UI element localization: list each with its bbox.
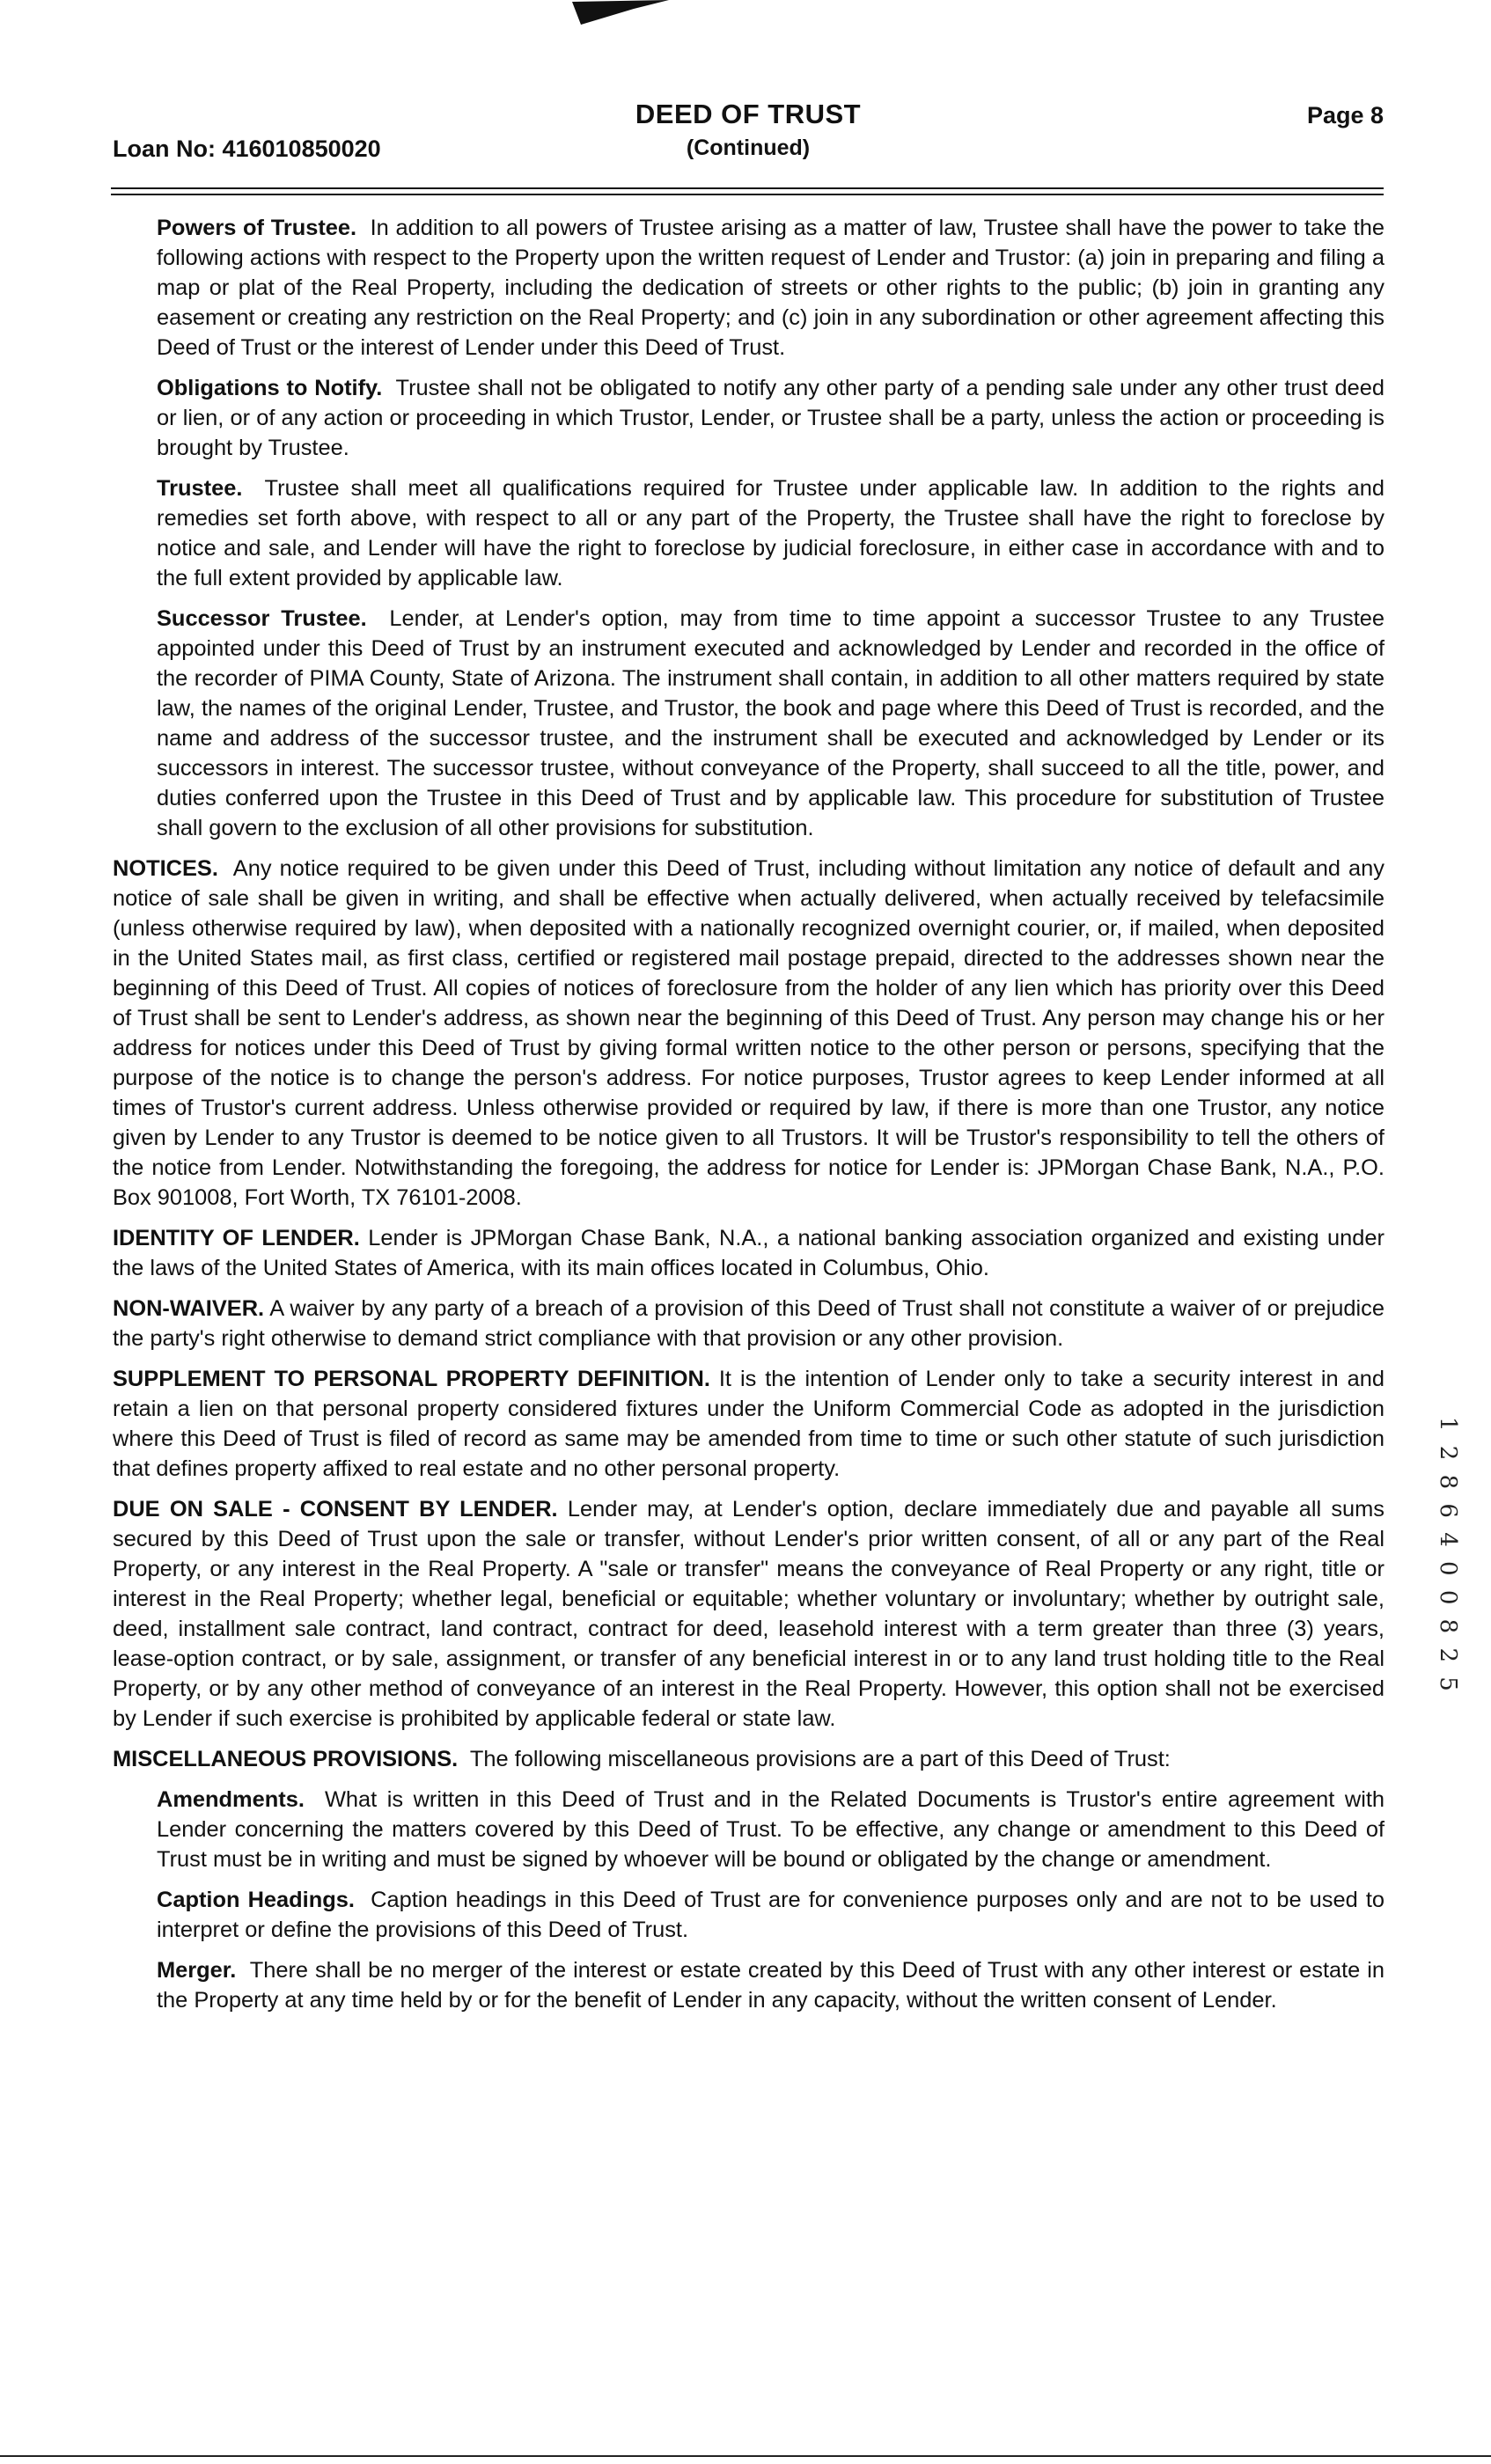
section-notices <box>113 854 1384 1213</box>
section-text: Trustee shall meet all qualifications required for Trustee under applicable law. In addition to the rights and remedies set forth above, with respect to all or any part of the Property, the Trustee shall have the right to foreclose by notice and sale, and Lender will have the right to foreclose by judicial foreclosure, in either case in accordance with and to the full extent provided by applicable law. <box>157 476 1385 590</box>
section-heading: Trustee. <box>157 476 243 501</box>
page-header <box>113 99 1384 169</box>
section-text: It is the intention of Lender only to take a security interest in and retain a lien on that personal property considered fixtures under the Uniform Commercial Code as adopted in the jurisdiction where this Deed of Trust is filed of record as same may be amended from time to time or such other statute of such jurisdiction that defines property affixed to real estate and no other personal property. <box>113 1367 1384 1481</box>
section-powers-of-trustee <box>157 213 1384 363</box>
section-text: What is written in this Deed of Trust and in the Related Documents is Trustor's entire agreement with Lender concerning the matters covered by this Deed of Trust. To be effective, any change or amendment to this Deed of Trust must be in writing and must be signed by whoever will be bound or obligated by the change or amendment. <box>157 1787 1385 1872</box>
section-text: Lender is JPMorgan Chase Bank, N.A., a national banking association organized and existing under the laws of the United States of America, with its main offices located in Columbus, Ohio. <box>113 1226 1384 1280</box>
section-text: In addition to all powers of Trustee arising as a matter of law, Trustee shall have the power to take the following actions with respect to the Property upon the written request of Lender and Trustor: (a) join in preparing and filing a map or plat of the Real Property, including the dedication of streets or other rights to the public; (b) join in granting any easement or creating any restriction on the Real Property; and (c) join in any subordination or other agreement affecting this Deed of Trust or the interest of Lender under this Deed of Trust. <box>157 216 1384 360</box>
header-divider-bottom <box>111 194 1384 195</box>
section-text: Lender, at Lender's option, may from time to time appoint a successor Trustee to any Trustee appointed under this Deed of Trust by an instrument executed and acknowledged by Lender and recorded in the office of the recorder of PIMA County, State of Arizona. The instrument shall contain, in addition to all other matters required by state law, the names of the original Lender, Trustee, and Trustor, the book and page where this Deed of Trust is recorded, and the name and address of the successor trustee, and the instrument shall be executed and acknowledged by Lender or its successors in interest. The successor trustee, without conveyance of the Property, shall succeed to all the title, power, and duties conferred upon the Trustee in this Deed of Trust and by applicable law. This procedure for substitution of Trustee shall govern to the exclusion of all other provisions for substitution. <box>157 606 1384 840</box>
section-heading: IDENTITY OF LENDER. <box>113 1226 360 1250</box>
section-caption-headings <box>157 1885 1384 1945</box>
section-heading: DUE ON SALE - CONSENT BY LENDER. <box>113 1497 558 1522</box>
section-merger <box>157 1955 1384 2015</box>
section-due-on-sale <box>113 1494 1384 1734</box>
page-bottom-edge <box>0 2455 1491 2457</box>
section-obligations-to-notify <box>157 373 1384 463</box>
title-block <box>113 99 1384 161</box>
section-heading: Merger. <box>157 1958 237 1983</box>
section-heading: NON-WAIVER. <box>113 1296 265 1321</box>
section-identity-of-lender <box>113 1223 1384 1283</box>
section-heading: Obligations to Notify. <box>157 376 383 400</box>
section-text: Caption headings in this Deed of Trust are for convenience purposes only and are not to be used to interpret or define the provisions of this Deed of Trust. <box>157 1888 1384 1942</box>
header-divider-top <box>111 187 1384 189</box>
section-heading: NOTICES. <box>113 856 218 881</box>
section-non-waiver <box>113 1294 1384 1353</box>
document-subtitle: (Continued) <box>686 136 811 160</box>
scan-artifact-mark <box>572 0 678 26</box>
section-supplement <box>113 1364 1384 1484</box>
section-text: Any notice required to be given under this Deed of Trust, including without limitation any notice of default and any notice of sale shall be given in writing, and shall be effective when actually delivered, when actually received by telefacsimile (unless otherwise required by law), when deposited with a nationally recognized overnight courier, or, if mailed, when deposited in the United States mail, as first class, certified or registered mail postage prepaid, directed to the addresses shown near the beginning of this Deed of Trust. All copies of notices of foreclosure from the holder of any lien which has priority over this Deed of Trust shall be sent to Lender's address, as shown near the beginning of this Deed of Trust. Any person may change his or her address for notices under this Deed of Trust by giving formal written notice to the other person or persons, specifying that the purpose of the notice is to change the person's address. For notice purposes, Trustor agrees to keep Lender informed at all times of Trustor's current address. Unless otherwise provided or required by law, if there is more than one Trustor, any notice given by Lender to any Trustor is deemed to be notice given to all Trustors. It will be Trustor's responsibility to tell the others of the notice from Lender. Notwithstanding the foregoing, the address for notice for Lender is: JPMorgan Chase Bank, N.A., P.O. Box 901008, Fort Worth, TX 76101-2008. <box>113 856 1384 1210</box>
document-title: DEED OF TRUST <box>635 99 862 129</box>
section-heading: Caption Headings. <box>157 1888 355 1912</box>
section-heading: MISCELLANEOUS PROVISIONS. <box>113 1747 459 1771</box>
section-text: The following miscellaneous provisions are a part of this Deed of Trust: <box>469 1747 1171 1771</box>
section-text: Trustee shall not be obligated to notify any other party of a pending sale under any other trust deed or lien, or of any action or proceeding in which Trustor, Lender, or Trustee shall be a party, unless the action or proceeding is brought by Trustee. <box>157 376 1385 460</box>
section-misc-provisions <box>113 1744 1384 1774</box>
recording-stamp-number: 1 2 8 6 4 0 0 8 2 5 <box>1435 1417 1461 1695</box>
section-heading: Successor Trustee. <box>157 606 367 631</box>
section-heading: Amendments. <box>157 1787 305 1812</box>
section-heading: Powers of Trustee. <box>157 216 357 240</box>
section-text: Lender may, at Lender's option, declare immediately due and payable all sums secured by this Deed of Trust upon the sale or transfer, without Lender's prior written consent, of all or any part of the Real Property, or any interest in the Real Property. A "sale or transfer" means the conveyance of Real Property or any right, title or interest in the Real Property; whether legal, beneficial or equitable; whether voluntary or involuntary; whether by outright sale, deed, installment sale contract, land contract, contract for deed, leasehold interest with a term greater than three (3) years, lease-option contract, or by sale, assignment, or transfer of any beneficial interest in or to any land trust holding title to the Real Property, or by any other method of conveyance of an interest in the Real Property. However, this option shall not be exercised by Lender if such exercise is prohibited by applicable federal or state law. <box>113 1497 1384 1731</box>
section-trustee <box>157 473 1384 593</box>
section-text: A waiver by any party of a breach of a provision of this Deed of Trust shall not constitute a waiver of or prejudice the party's right otherwise to demand strict compliance with that provision or any other provision. <box>113 1296 1385 1351</box>
document-body <box>113 213 1384 2026</box>
section-amendments <box>157 1785 1384 1874</box>
loan-number: Loan No: 416010850020 <box>113 136 381 162</box>
page-number: Page 8 <box>1306 102 1384 128</box>
section-heading: SUPPLEMENT TO PERSONAL PROPERTY DEFINITION. <box>113 1367 710 1391</box>
section-successor-trustee <box>157 604 1384 843</box>
section-text: There shall be no merger of the interest or estate created by this Deed of Trust with any other interest or estate in the Property at any time held by or for the benefit of Lender in any capacity, without the written consent of Lender. <box>157 1958 1384 2013</box>
